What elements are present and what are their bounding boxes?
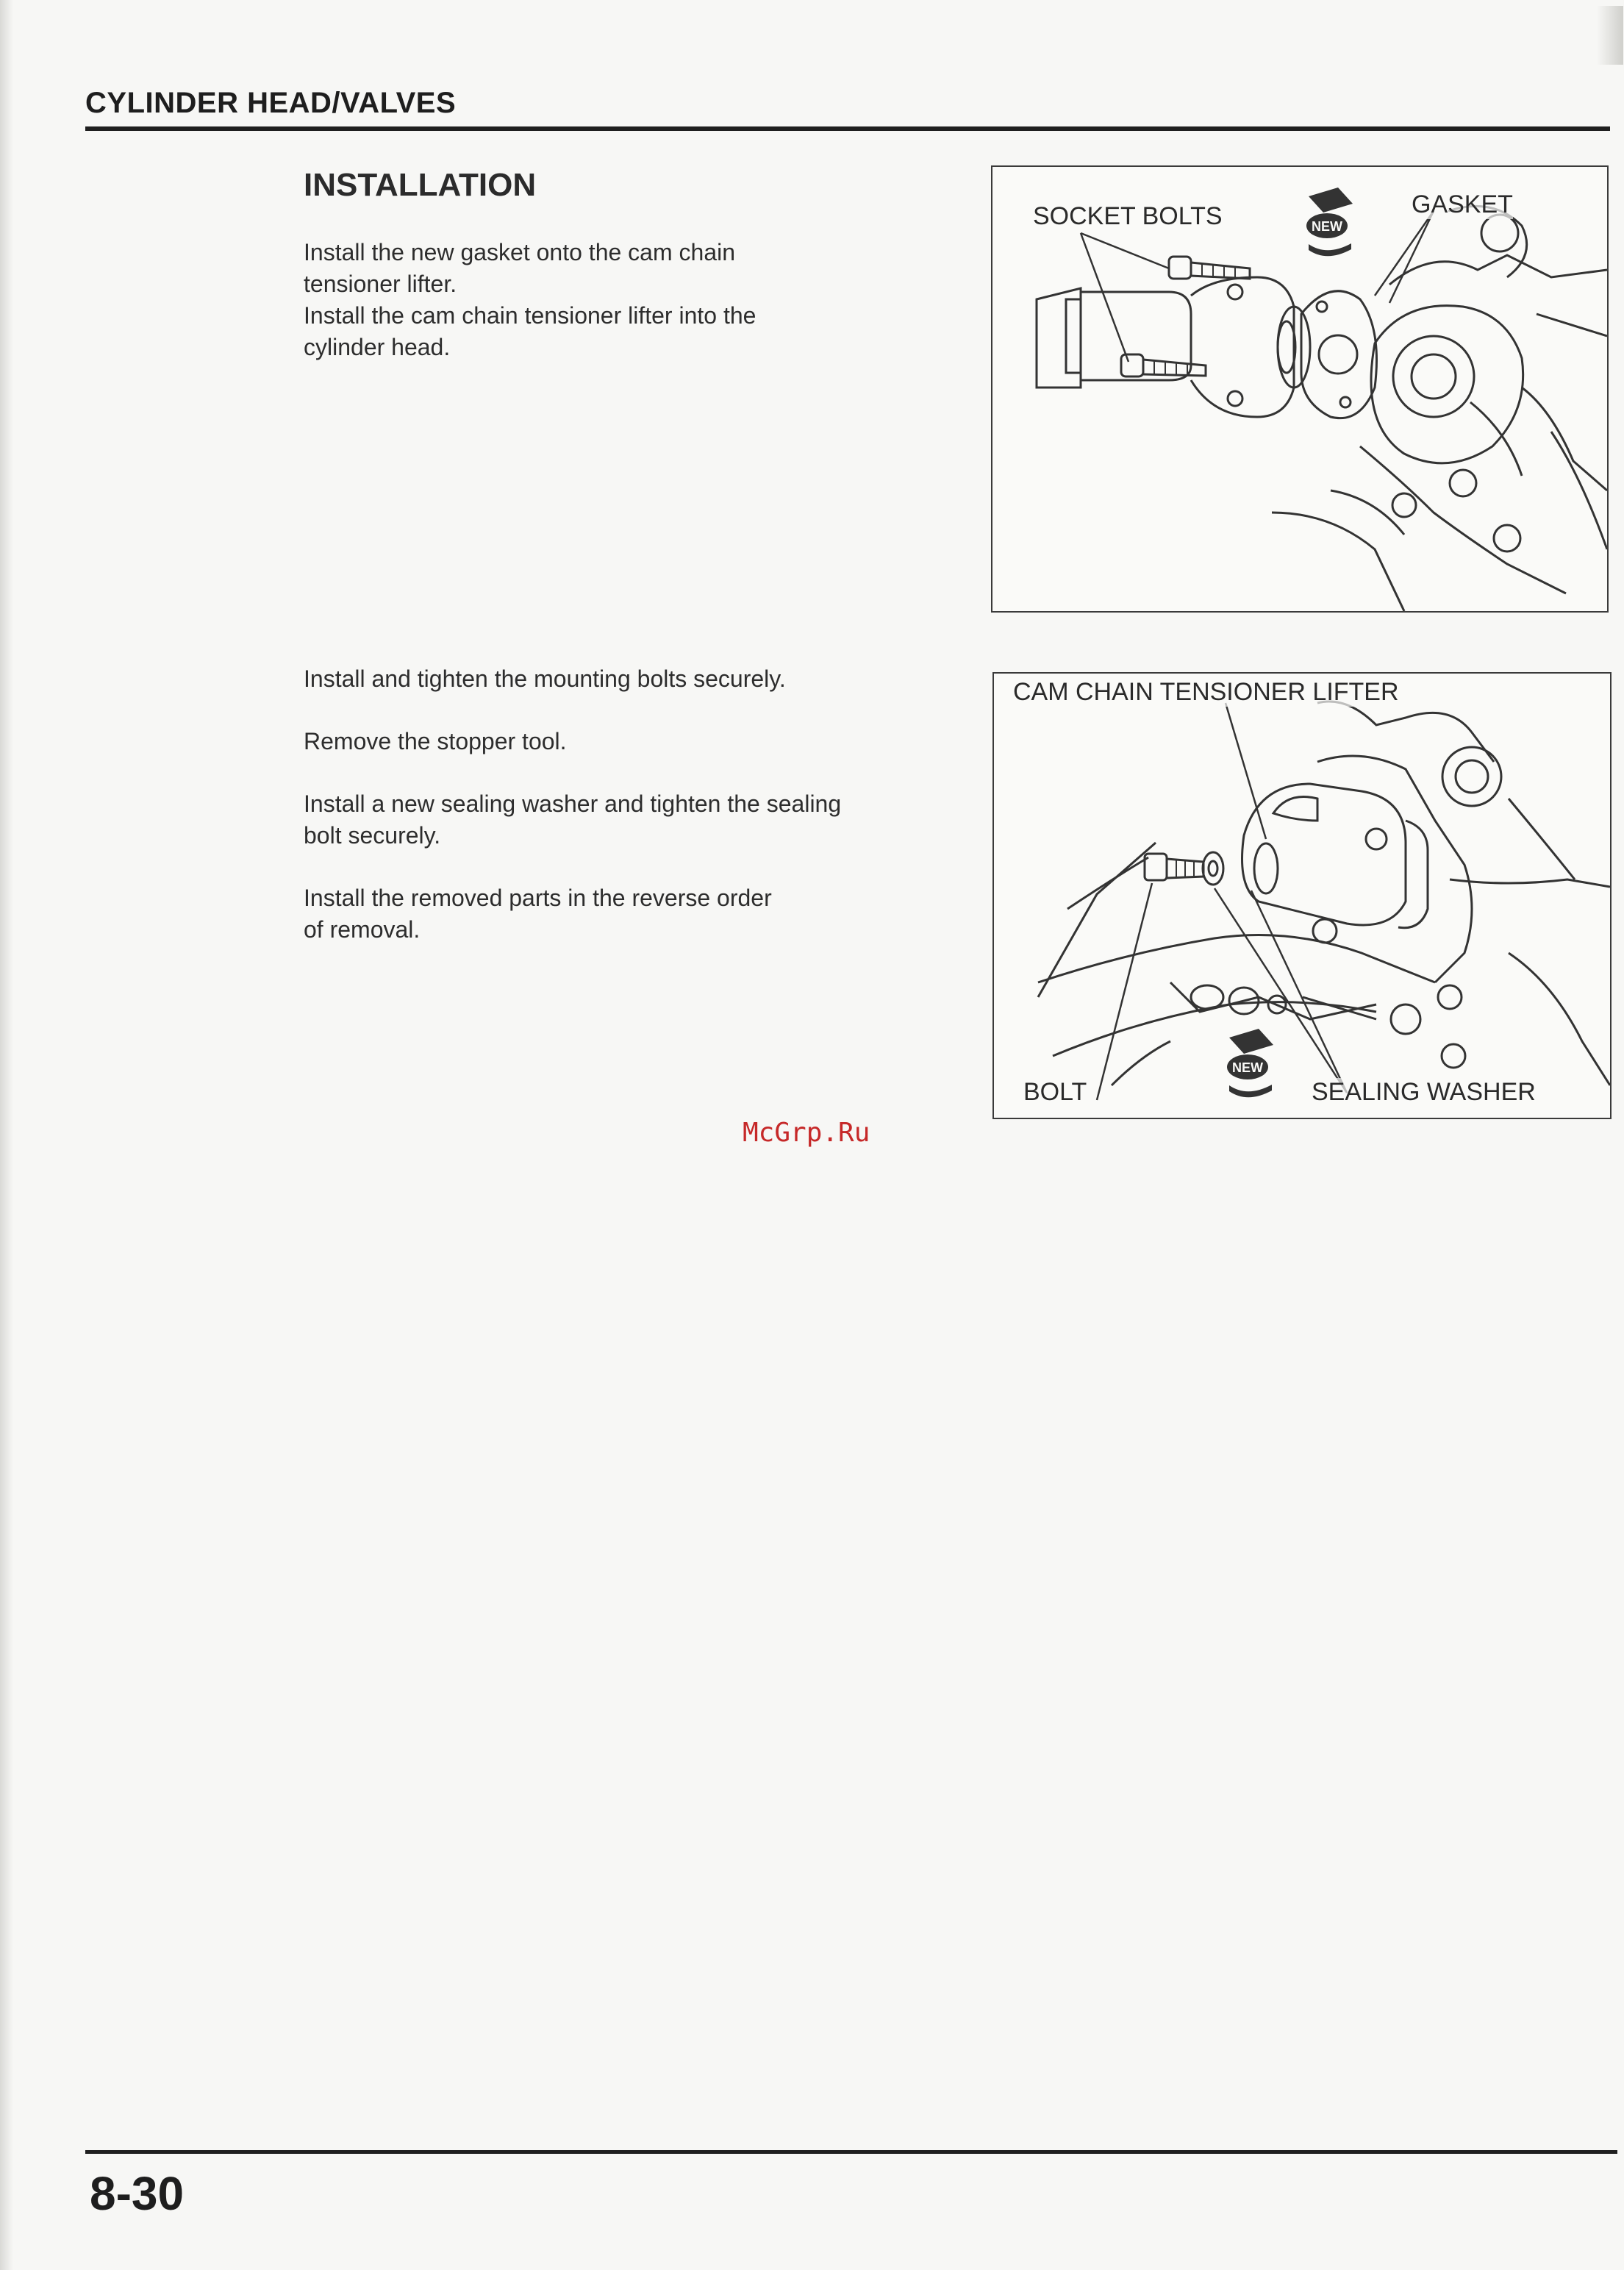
step-paragraph [304, 726, 965, 757]
step-line: Install and tighten the mounting bolts securely. [304, 665, 786, 692]
figure-2-illustration [994, 674, 1610, 1118]
step-line: Install the cam chain tensioner lifter into the [304, 302, 756, 329]
step-line: Install the new gasket onto the cam chain [304, 239, 736, 265]
figure-tensioner-lifter-bolt-washer [992, 672, 1612, 1119]
page-number: 8-30 [90, 2167, 185, 2220]
page-edge-shadow [0, 0, 13, 2270]
step-line: tensioner lifter. [304, 271, 457, 297]
watermark: McGrp.Ru [743, 1118, 870, 1148]
footer-rule [85, 2150, 1617, 2154]
step-line: bolt securely. [304, 822, 441, 849]
callout-socket-bolts: SOCKET BOLTS [1033, 202, 1223, 230]
section-header: CYLINDER HEAD/VALVES [85, 87, 457, 119]
callout-cam-chain-tensioner-lifter: CAM CHAIN TENSIONER LIFTER [1013, 678, 1399, 706]
installation-heading: INSTALLATION [304, 167, 537, 203]
figure-1-illustration [992, 167, 1607, 611]
step-paragraph [304, 882, 965, 946]
callout-sealing-washer: SEALING WASHER [1312, 1078, 1536, 1106]
step-paragraph [304, 788, 965, 852]
step-paragraph [304, 663, 965, 695]
step-line: cylinder head. [304, 334, 451, 360]
step-line: Remove the stopper tool. [304, 728, 567, 754]
callout-gasket: GASKET [1412, 190, 1513, 218]
step-block-1 [304, 237, 877, 363]
page-corner-shadow [1597, 6, 1623, 65]
new-badge-text: NEW [1232, 1060, 1263, 1075]
new-badge-text: NEW [1312, 219, 1342, 234]
header-rule [85, 126, 1610, 131]
step-block-2 [304, 663, 965, 977]
figure-socket-bolts-gasket [991, 165, 1609, 613]
step-line: Install a new sealing washer and tighten the sealing [304, 790, 842, 817]
step-line: of removal. [304, 916, 421, 943]
callout-bolt: BOLT [1023, 1078, 1087, 1106]
step-line: Install the removed parts in the reverse order [304, 885, 772, 911]
